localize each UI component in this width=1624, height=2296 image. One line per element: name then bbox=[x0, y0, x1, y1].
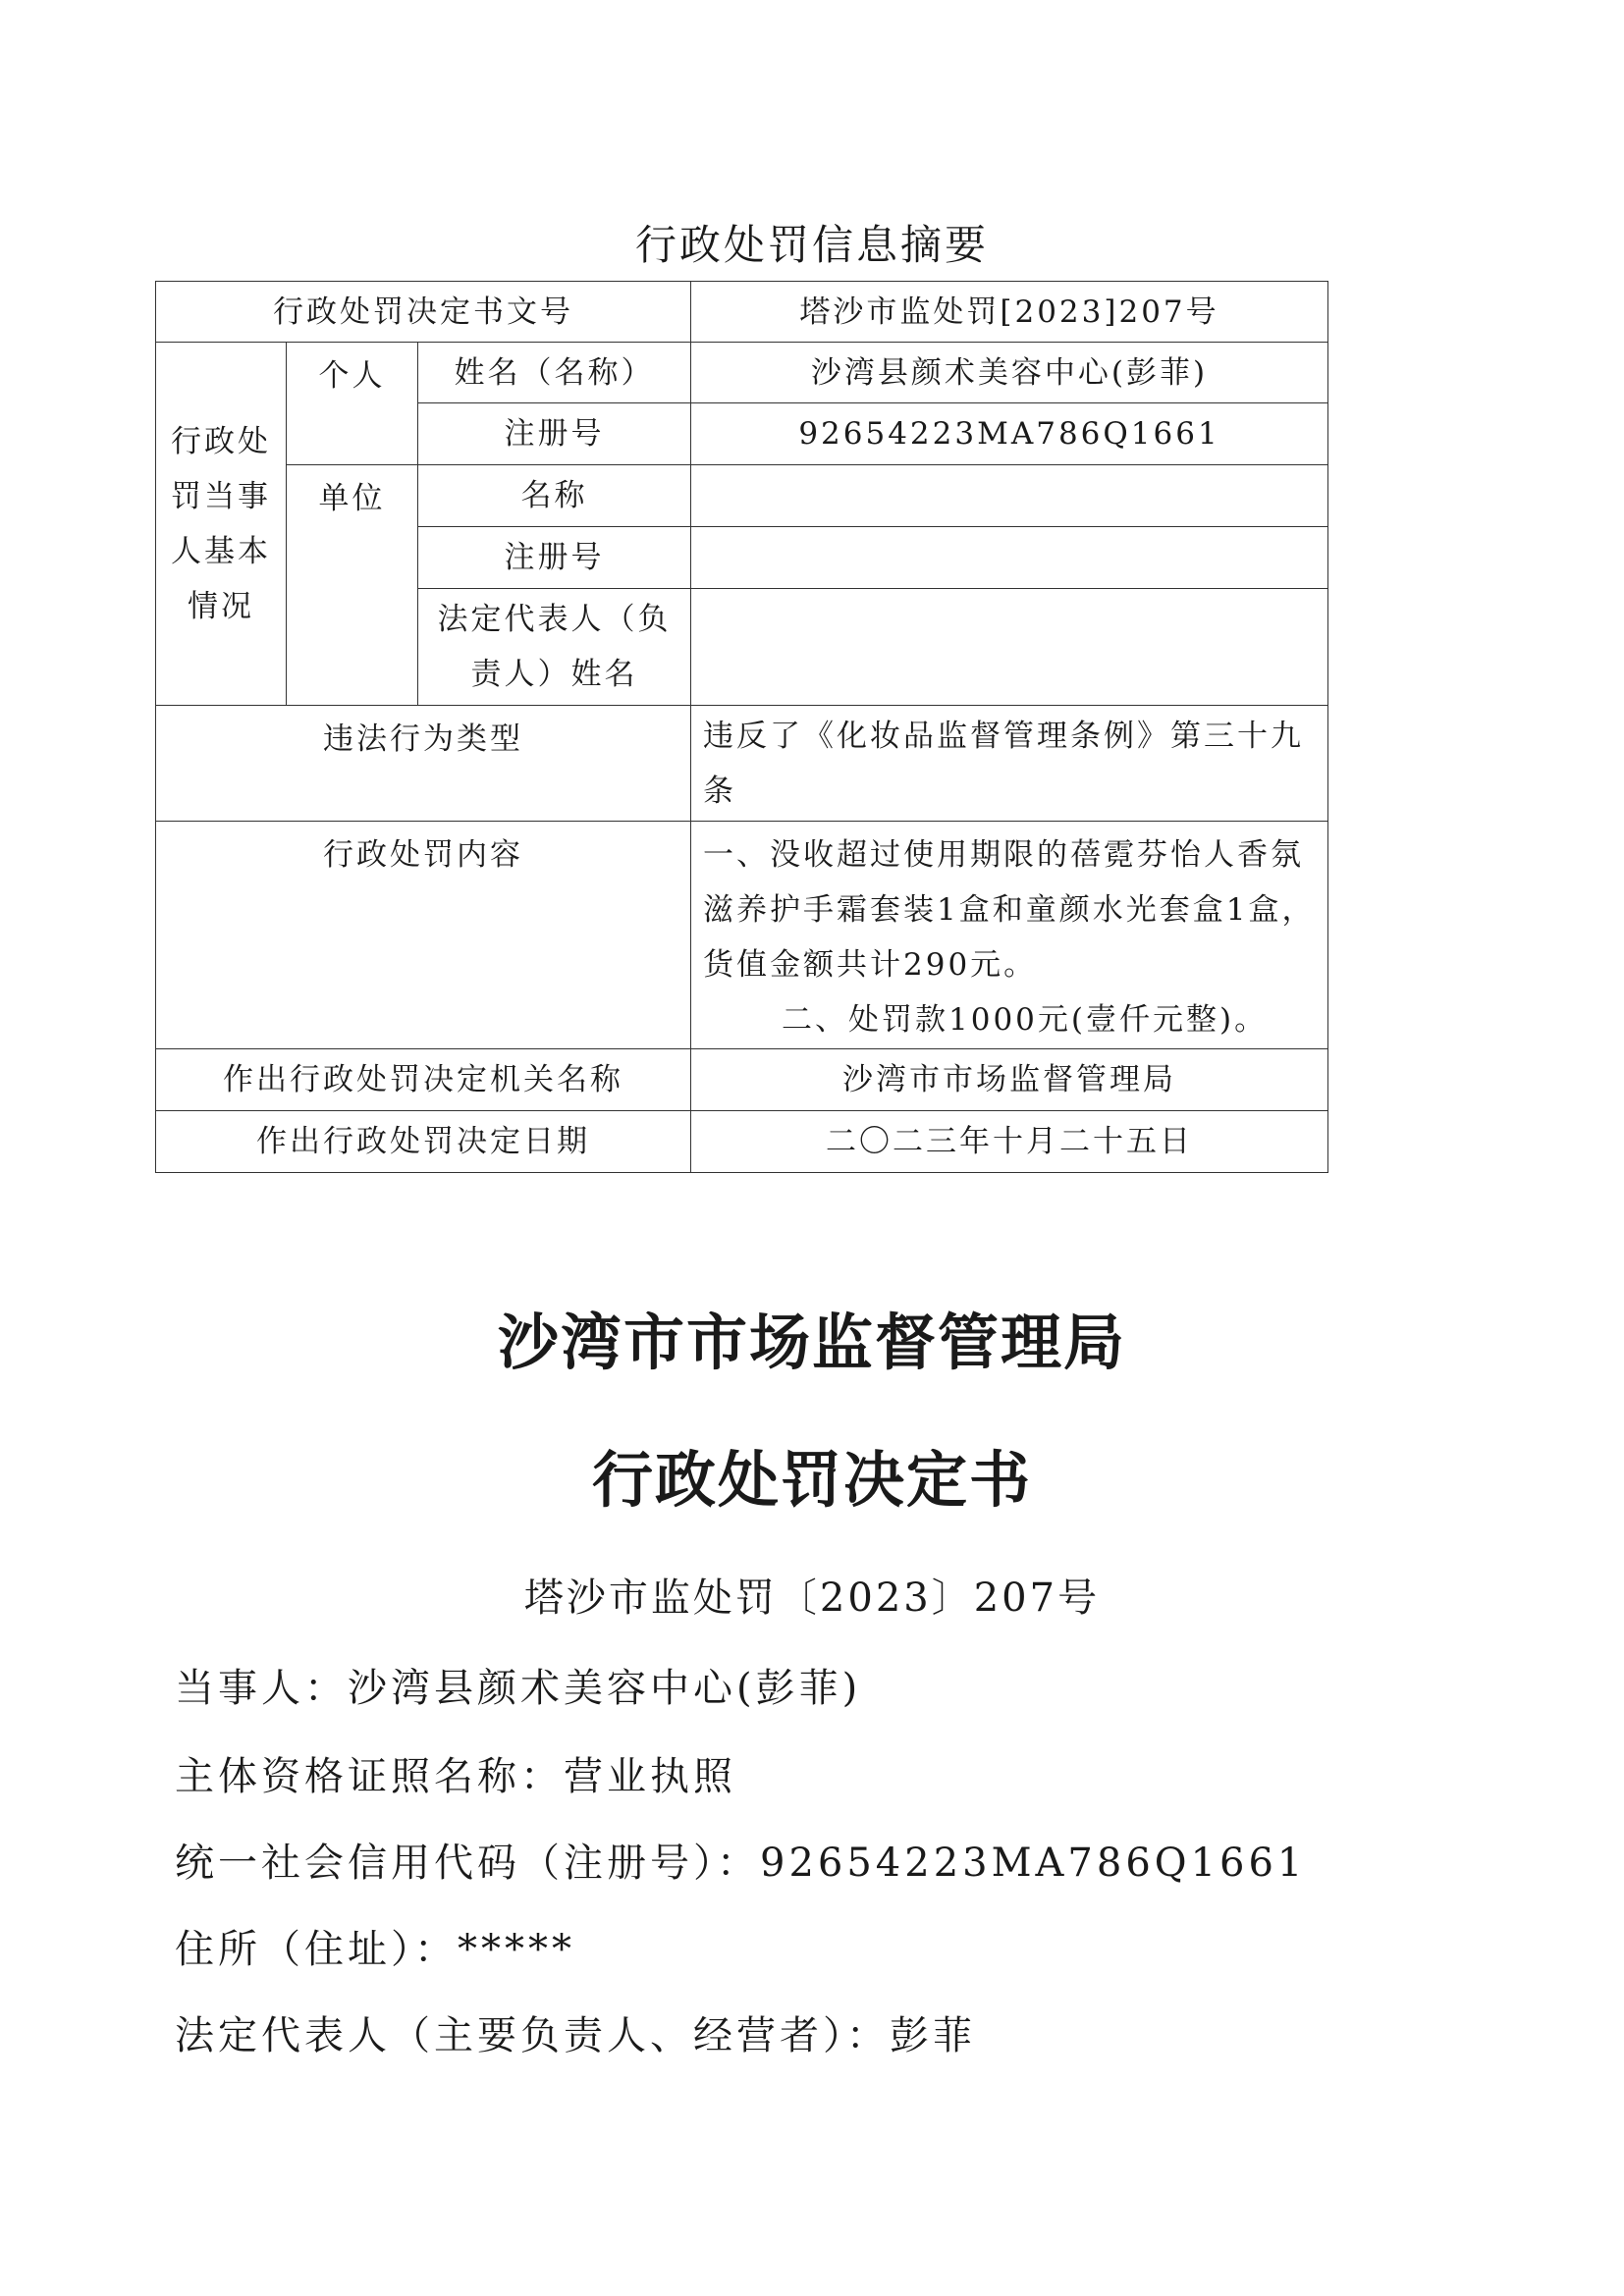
unit-rep-value bbox=[691, 589, 1328, 706]
credit-code-line: 统一社会信用代码（注册号）：92654223MA786Q1661 bbox=[175, 1841, 1307, 1886]
unit-reg-value bbox=[691, 527, 1328, 589]
summary-title: 行政处罚信息摘要 bbox=[634, 221, 989, 269]
individual-name-label: 姓名（名称） bbox=[418, 343, 691, 403]
unit-rep-label: 法定代表人（负责人）姓名 bbox=[418, 589, 691, 706]
address-line: 住所（住址）：***** bbox=[175, 1927, 575, 1972]
penalty-line-1: 一、没收超过使用期限的蓓霓芬怡人香氛滋养护手霜套装1盒和童颜水光套盒1盒，货值金额共计290元。 bbox=[703, 837, 1316, 983]
license-line: 主体资格证照名称：营业执照 bbox=[175, 1754, 736, 1799]
individual-reg-value: 92654223MA786Q1661 bbox=[691, 403, 1328, 465]
penalty-label: 行政处罚内容 bbox=[156, 822, 691, 1049]
party-line: 当事人：沙湾县颜术美容中心(彭菲) bbox=[175, 1666, 862, 1711]
date-value: 二〇二三年十月二十五日 bbox=[691, 1111, 1328, 1173]
individual-name-row bbox=[156, 343, 1328, 403]
summary-table bbox=[155, 281, 1328, 1173]
decision-org-heading: 沙湾市市场监督管理局 bbox=[497, 1307, 1126, 1378]
unit-name-value bbox=[691, 465, 1328, 527]
doc-no-row bbox=[156, 282, 1328, 343]
legal-rep-line: 法定代表人（主要负责人、经营者）：彭菲 bbox=[175, 2013, 976, 2058]
date-label: 作出行政处罚决定日期 bbox=[156, 1111, 691, 1173]
penalty-content bbox=[691, 822, 1328, 1049]
unit-name-label: 名称 bbox=[418, 465, 691, 527]
unit-reg-label: 注册号 bbox=[418, 527, 691, 589]
unit-name-row bbox=[156, 465, 1328, 527]
authority-row bbox=[156, 1049, 1328, 1111]
authority-value: 沙湾市市场监督管理局 bbox=[691, 1049, 1328, 1111]
violation-row bbox=[156, 706, 1328, 822]
authority-label: 作出行政处罚决定机关名称 bbox=[156, 1049, 691, 1111]
individual-reg-label: 注册号 bbox=[418, 403, 691, 465]
individual-label: 个人 bbox=[287, 343, 418, 465]
individual-name-value: 沙湾县颜术美容中心(彭菲) bbox=[691, 343, 1328, 403]
party-label: 行政处罚当事人基本情况 bbox=[156, 343, 287, 706]
violation-label: 违法行为类型 bbox=[156, 706, 691, 822]
violation-value: 违反了《化妆品监督管理条例》第三十九条 bbox=[691, 706, 1328, 822]
date-row bbox=[156, 1111, 1328, 1173]
decision-doc-number: 塔沙市监处罚〔2023〕207号 bbox=[523, 1575, 1101, 1621]
penalty-line-2: 二、处罚款1000元(壹仟元整)。 bbox=[782, 1002, 1269, 1038]
doc-no-value: 塔沙市监处罚[2023]207号 bbox=[691, 282, 1328, 343]
doc-no-label: 行政处罚决定书文号 bbox=[156, 282, 691, 343]
penalty-row bbox=[156, 822, 1328, 1049]
unit-label: 单位 bbox=[287, 465, 418, 706]
decision-title-heading: 行政处罚决定书 bbox=[591, 1444, 1032, 1516]
